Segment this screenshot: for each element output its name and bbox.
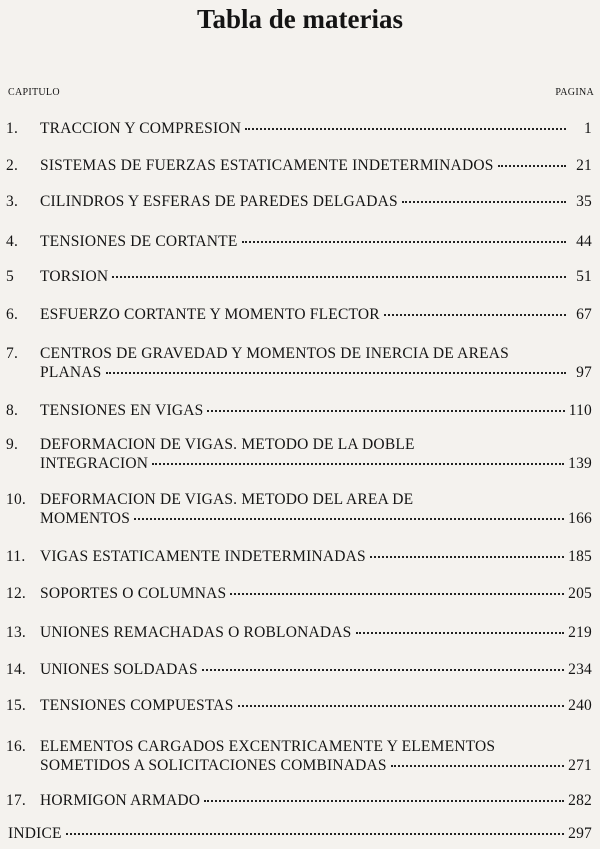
chapter-page: 240 xyxy=(568,697,592,714)
chapter-number: 12. xyxy=(6,585,26,602)
chapter-number: 17. xyxy=(6,792,26,809)
chapter-title: TENSIONES DE CORTANTE xyxy=(40,233,238,250)
chapter-page: 1 xyxy=(584,120,592,137)
chapter-title: INTEGRACION xyxy=(40,455,149,472)
chapter-title: SISTEMAS DE FUERZAS ESTATICAMENTE INDETERMINADOS xyxy=(40,157,494,174)
chapter-page: 271 xyxy=(568,757,592,774)
chapter-title: MOMENTOS xyxy=(40,510,131,527)
chapter-title-line1: DEFORMACION DE VIGAS. METODO DEL AREA DE xyxy=(40,491,414,508)
chapter-title: CILINDROS Y ESFERAS DE PAREDES DELGADAS xyxy=(40,193,398,210)
chapter-page: 67 xyxy=(576,306,592,323)
chapter-title: UNIONES REMACHADAS O ROBLONADAS xyxy=(40,624,352,641)
chapter-number: 9. xyxy=(6,436,19,453)
leader-dots xyxy=(230,593,564,595)
chapter-page: 282 xyxy=(568,792,592,809)
page-column-header: PAGINA xyxy=(555,87,594,98)
chapter-title: HORMIGON ARMADO xyxy=(40,792,201,809)
chapter-title-line1: CENTROS DE GRAVEDAD Y MOMENTOS DE INERCIA DE AREAS xyxy=(40,345,509,362)
chapter-number: 11. xyxy=(6,548,26,565)
page-title: Tabla de materias xyxy=(196,4,403,34)
chapter-title: SOMETIDOS A SOLICITACIONES COMBINADAS xyxy=(40,757,387,774)
chapter-title-line1: DEFORMACION DE VIGAS. METODO DE LA DOBLE xyxy=(40,436,415,453)
chapter-number: 5 xyxy=(6,268,14,285)
leader-dots xyxy=(370,556,564,558)
leader-dots xyxy=(134,518,564,520)
chapter-number: 7. xyxy=(6,345,19,362)
chapter-number: 10. xyxy=(6,491,26,508)
chapter-number: 4. xyxy=(6,233,19,250)
chapter-page: 234 xyxy=(568,661,592,678)
chapter-number: 3. xyxy=(6,193,19,210)
leader-dots xyxy=(238,705,565,707)
leader-dots xyxy=(402,201,566,203)
chapter-number: 1. xyxy=(6,120,19,137)
index-title: INDICE xyxy=(8,825,62,842)
leader-dots xyxy=(152,463,564,465)
leader-dots xyxy=(391,765,564,767)
leader-dots xyxy=(66,833,564,835)
leader-dots xyxy=(245,128,566,130)
chapter-column-header: CAPITULO xyxy=(8,87,60,98)
leader-dots xyxy=(242,241,567,243)
chapter-title-line1: ELEMENTOS CARGADOS EXCENTRICAMENTE Y ELEMENTOS xyxy=(40,738,496,755)
chapter-number: 13. xyxy=(6,624,26,641)
leader-dots xyxy=(106,372,567,374)
chapter-number: 8. xyxy=(6,402,19,419)
chapter-title: TENSIONES COMPUESTAS xyxy=(40,697,234,714)
chapter-page: 51 xyxy=(576,268,592,285)
leader-dots xyxy=(356,632,565,634)
chapter-page: 219 xyxy=(568,624,592,641)
chapter-page: 166 xyxy=(568,510,592,527)
chapter-page: 97 xyxy=(576,364,592,381)
leader-dots xyxy=(498,165,566,167)
chapter-title: TORSION xyxy=(40,268,109,285)
chapter-page: 21 xyxy=(576,157,592,174)
chapter-number: 2. xyxy=(6,157,19,174)
chapter-title: UNIONES SOLDADAS xyxy=(40,661,198,678)
leader-dots xyxy=(207,410,564,412)
index-page: 297 xyxy=(568,825,592,842)
chapter-number: 16. xyxy=(6,738,26,755)
chapter-title: TENSIONES EN VIGAS xyxy=(40,402,204,419)
chapter-number: 14. xyxy=(6,661,26,678)
chapter-page: 139 xyxy=(568,455,592,472)
chapter-page: 205 xyxy=(568,585,592,602)
chapter-number: 6. xyxy=(6,306,19,323)
chapter-page: 185 xyxy=(568,548,592,565)
leader-dots xyxy=(384,314,566,316)
chapter-title: SOPORTES O COLUMNAS xyxy=(40,585,227,602)
chapter-page: 44 xyxy=(576,233,592,250)
chapter-title: PLANAS xyxy=(40,364,102,381)
chapter-title: ESFUERZO CORTANTE Y MOMENTO FLECTOR xyxy=(40,306,380,323)
chapter-title: VIGAS ESTATICAMENTE INDETERMINADAS xyxy=(40,548,366,565)
leader-dots xyxy=(112,276,566,278)
chapter-page: 35 xyxy=(576,193,592,210)
chapter-number: 15. xyxy=(6,697,26,714)
chapter-title: TRACCION Y COMPRESION xyxy=(40,120,242,137)
leader-dots xyxy=(202,669,564,671)
leader-dots xyxy=(204,800,564,802)
chapter-page: 110 xyxy=(568,402,592,419)
